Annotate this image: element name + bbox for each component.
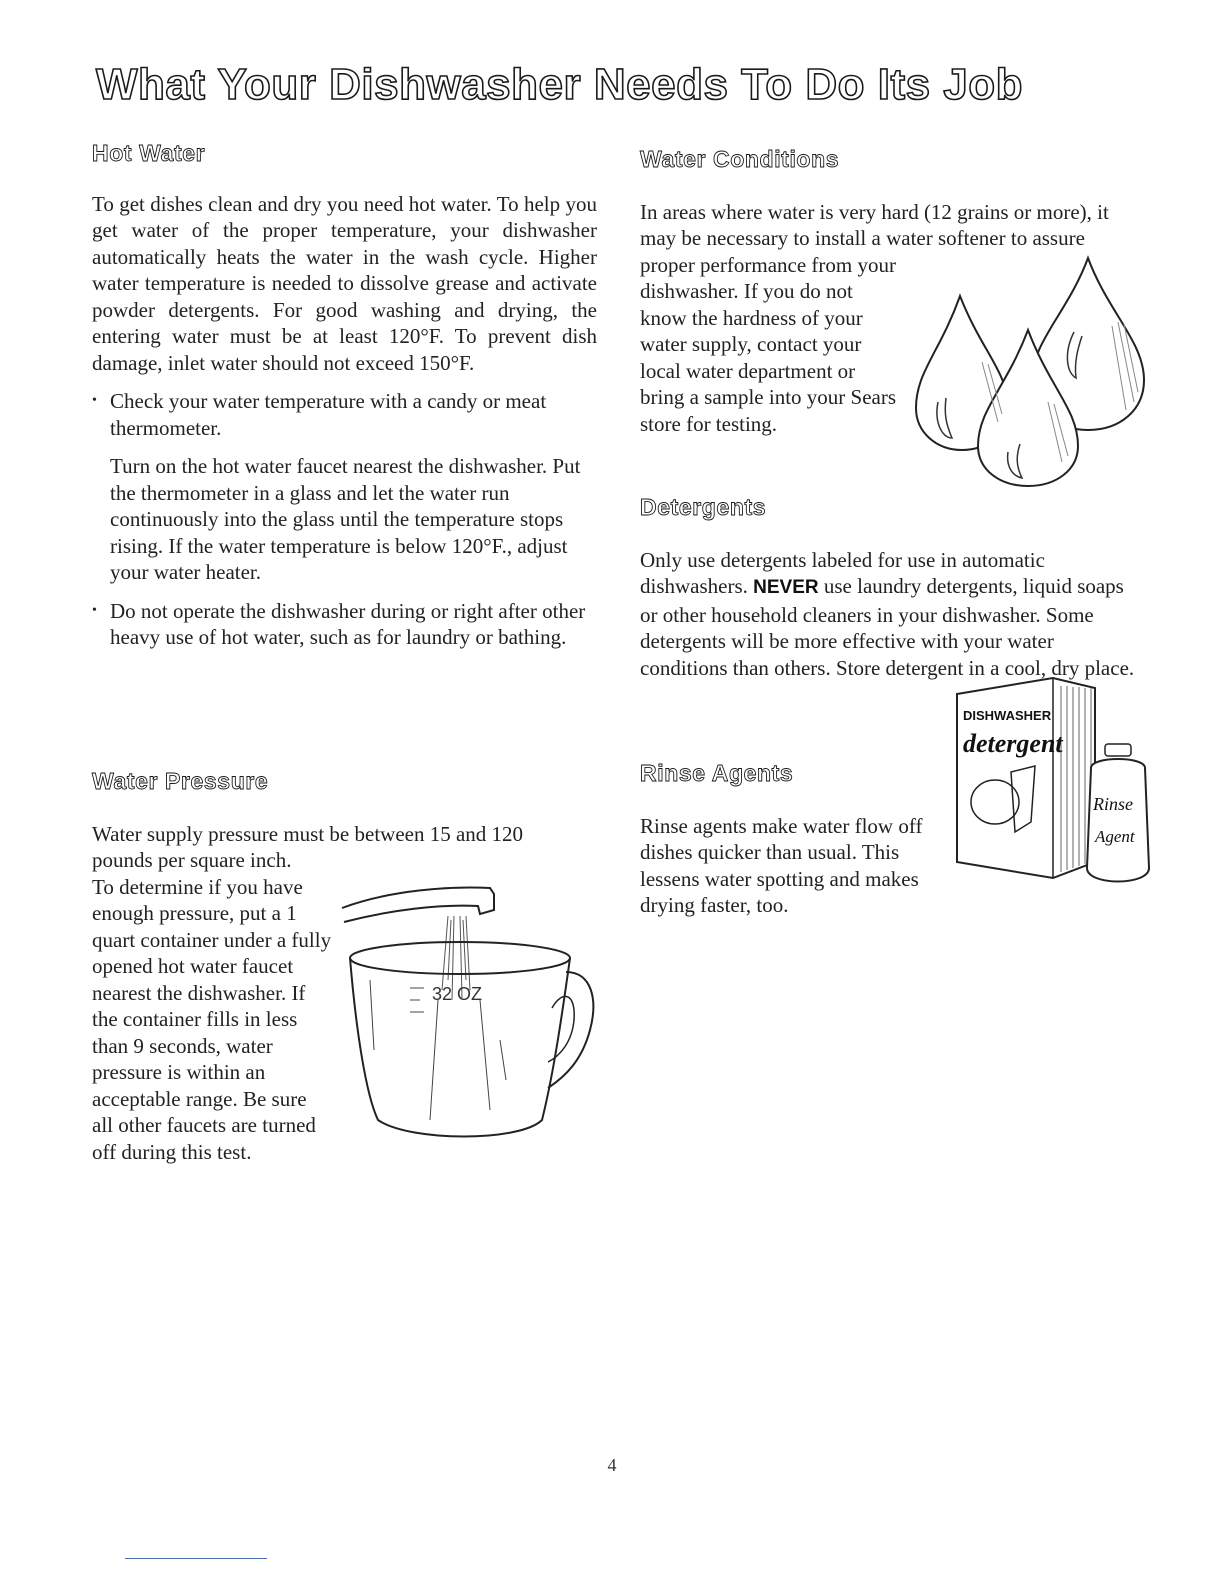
rinse-agents-text: Rinse agents make water flow off dishes quicker than usual. This lessens water spotting and makes drying faster, too.	[640, 813, 923, 917]
box-label-top: DISHWASHER	[963, 708, 1052, 723]
detergent-box-icon	[957, 678, 1095, 878]
bullet-text-heavy-use: Do not operate the dishwasher during or right after other heavy use of hot water, such as for laundry or bathing.	[110, 598, 586, 649]
bottle-label-bottom: Agent	[1095, 827, 1135, 846]
detergents-heading: Detergents	[640, 494, 767, 520]
water-pressure-test: To determine if you have enough pressure, put a 1 quart container under a fully opened hot water faucet nearest the dishwasher. If the container fills in less than 9 seconds, water pressure is within an acceptable range. Be sure all other faucets are turned off during this test.	[92, 874, 332, 1164]
bullet-item	[92, 598, 597, 651]
water-conditions-text-2: proper performance from your dishwasher. If you do not know the hardness of your water supply, contact your local water department or bring a sample into your Sears store for testing.	[640, 252, 897, 436]
water-conditions-heading: Water Conditions	[640, 146, 840, 172]
bullet-icon: •	[92, 393, 97, 408]
thermometer-instructions: Turn on the hot water faucet nearest the dishwasher. Put the thermometer in a glass and let the water run continuously into the glass until the temperature stops rising. If the water temperature is below 120°F., adjust your water heater.	[110, 454, 581, 584]
detergents-text-after: use laundry detergents, liquid soaps or other household cleaners in your dishwasher. Some detergents will be more effective with your water conditions than others. Store detergent in a cool, dry place.	[640, 574, 1135, 680]
box-label-main: detergent	[963, 729, 1063, 758]
hot-water-intro: To get dishes clean and dry you need hot water. To help you get water of the proper temperature, your dishwasher automatically heats the water in the wash cycle. Higher water temperature is needed to dissolve grease and activate powder detergents. For good washing and drying, the entering water must be at least 120°F. To prevent dish damage, inlet water should not exceed 150°F.	[92, 191, 597, 375]
water-conditions-text-1: In areas where water is very hard (12 grains or more), it may be necessary to install a water softener to assure	[640, 199, 1109, 250]
detergents-text	[640, 547, 1145, 682]
hot-water-heading: Hot Water	[92, 140, 206, 166]
detergent-rinse-illustration	[945, 672, 1150, 892]
bullet-text-thermometer: Check your water temperature with a candy or meat thermometer.	[110, 389, 547, 440]
cup-rim	[350, 942, 570, 974]
bullet-item	[92, 388, 597, 441]
bottle-label-top: Rinse	[1093, 794, 1133, 814]
rinse-agent-bottle-icon	[1087, 744, 1149, 882]
water-pressure-heading: Water Pressure	[92, 768, 269, 794]
water-pressure-range: Water supply pressure must be between 15 and 120 pounds per square inch.	[92, 821, 524, 872]
bullet-icon: •	[92, 602, 97, 618]
cup-marking: 32 OZ	[432, 984, 483, 1004]
detergents-text-before: Only use detergents labeled for use in automatic dishwashers.	[640, 547, 1045, 598]
hot-water-section	[92, 140, 597, 651]
page-number: 4	[607, 1455, 617, 1475]
page-title: What Your Dishwasher Needs To Do Its Job	[96, 60, 1024, 109]
faucet-measuring-cup-illustration	[330, 880, 600, 1150]
faucet-icon	[342, 888, 494, 922]
water-drops-illustration	[912, 252, 1152, 492]
cup-handle	[548, 972, 593, 1088]
footer-rule	[125, 1558, 267, 1559]
never-emphasis: NEVER	[753, 577, 819, 598]
rinse-agents-section	[640, 760, 940, 919]
detergents-section	[640, 494, 1145, 681]
rinse-agents-heading: Rinse Agents	[640, 760, 794, 786]
